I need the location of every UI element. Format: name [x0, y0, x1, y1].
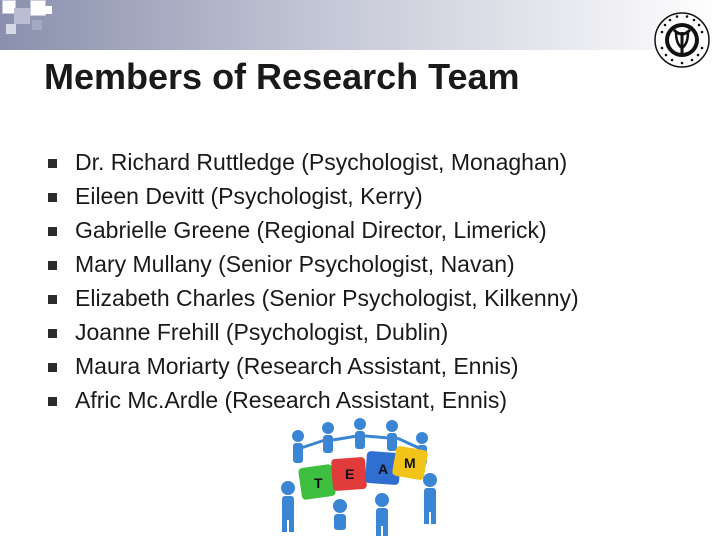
member-text: Dr. Richard Ruttledge (Psychologist, Monaghan) [75, 148, 568, 175]
square-bullet-icon [48, 295, 57, 304]
team-member-list [48, 145, 579, 417]
list-item [48, 383, 579, 417]
member-text: Afric Mc.Ardle (Research Assistant, Ennis) [75, 386, 508, 413]
list-item [48, 349, 579, 383]
square-bullet-icon [48, 397, 57, 406]
list-item [48, 145, 579, 179]
member-text: Joanne Frehill (Psychologist, Dublin) [75, 318, 449, 345]
team-illustration [270, 418, 450, 538]
list-item [48, 281, 579, 315]
list-item [48, 179, 579, 213]
list-item [48, 247, 579, 281]
member-text: Gabrielle Greene (Regional Director, Limerick) [75, 216, 547, 243]
square-bullet-icon [48, 261, 57, 270]
team-puzzle-people-icon [270, 418, 450, 538]
header-gradient-band [0, 0, 720, 50]
team-letter-e: E [345, 466, 355, 482]
square-bullet-icon [48, 329, 57, 338]
team-letter-m: M [404, 455, 416, 471]
decorative-squares [0, 0, 60, 50]
neps-logo [652, 10, 712, 70]
slide-title: Members of Research Team [44, 56, 520, 97]
square-bullet-icon [48, 227, 57, 236]
member-text: Eileen Devitt (Psychologist, Kerry) [75, 182, 423, 209]
list-item [48, 315, 579, 349]
member-text: Mary Mullany (Senior Psychologist, Navan) [75, 250, 515, 277]
square-bullet-icon [48, 159, 57, 168]
member-text: Elizabeth Charles (Senior Psychologist, Kilkenny) [75, 284, 579, 311]
list-item [48, 213, 579, 247]
square-bullet-icon [48, 193, 57, 202]
team-letter-t: T [314, 475, 323, 491]
team-letter-a: A [378, 461, 389, 477]
member-text: Maura Moriarty (Research Assistant, Ennis) [75, 352, 519, 379]
neps-seal-icon [652, 10, 712, 70]
square-bullet-icon [48, 363, 57, 372]
